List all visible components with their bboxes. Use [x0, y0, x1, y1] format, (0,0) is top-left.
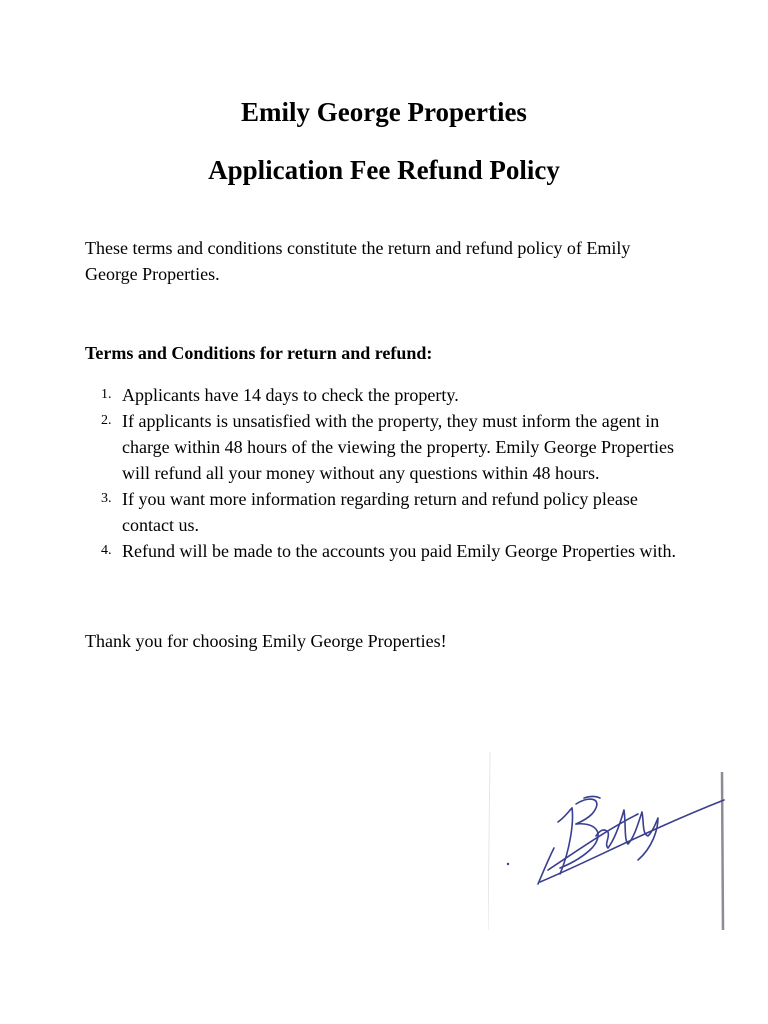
- terms-item-text: If you want more information regarding return and refund policy please contact us.: [122, 489, 638, 535]
- company-title: Emily George Properties: [241, 97, 527, 127]
- terms-item-number: 4.: [101, 543, 112, 558]
- terms-item-4: [85, 538, 685, 564]
- terms-item-number: 3.: [101, 491, 112, 506]
- terms-item-number: 1.: [101, 387, 112, 402]
- terms-list: [85, 382, 685, 564]
- terms-item-1: [85, 382, 685, 408]
- terms-item-text: If applicants is unsatisfied with the property, they must inform the agent in charge within 48 hours of the viewing the property. Emily George Properties will refund all your money without any questions within 48 hours.: [122, 411, 675, 483]
- terms-item-text: Applicants have 14 days to check the property.: [122, 385, 459, 405]
- intro-paragraph: These terms and conditions constitute the return and refund policy of Emily George Properties.: [85, 238, 631, 284]
- section-heading: Terms and Conditions for return and refund:: [85, 343, 433, 363]
- terms-item-3: [85, 486, 685, 538]
- signature-image: [488, 752, 728, 932]
- policy-title: Application Fee Refund Policy: [208, 155, 560, 185]
- closing-line: Thank you for choosing Emily George Properties!: [85, 631, 447, 651]
- terms-item-number: 2.: [101, 413, 112, 428]
- terms-item-2: [85, 408, 685, 486]
- terms-item-text: Refund will be made to the accounts you paid Emily George Properties with.: [122, 541, 677, 561]
